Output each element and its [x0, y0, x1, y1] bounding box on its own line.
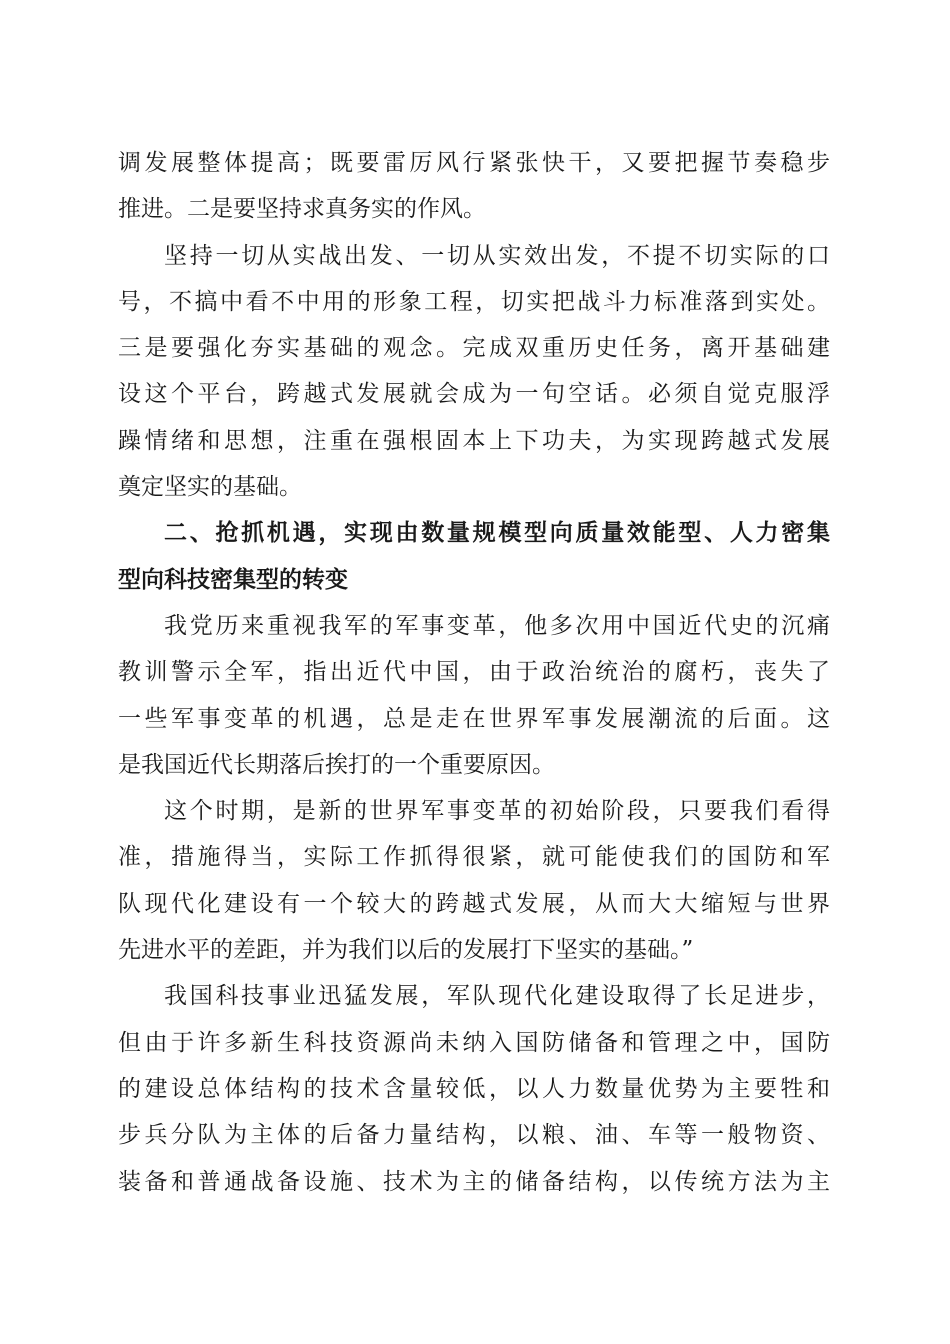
text-line: 推进。二是要坚持求真务实的作风。	[118, 196, 486, 223]
text-line: 我党历来重视我军的军事变革，他多次用中国近代史的沉痛	[164, 612, 830, 639]
text-line: 这个时期，是新的世界军事变革的初始阶段，只要我们看得	[164, 798, 830, 825]
text-line: 一些军事变革的机遇，总是走在世界军事发展潮流的后面。这	[118, 705, 830, 732]
text-line: 躁情绪和思想，注重在强根固本上下功夫，为实现跨越式发展	[118, 427, 830, 454]
section-heading: 二、抢抓机遇，实现由数量规模型向质量效能型、人力密集	[164, 520, 830, 547]
text-line: 队现代化建设有一个较大的跨越式发展，从而大大缩短与世界	[118, 890, 830, 917]
text-line: 准，措施得当，实际工作抓得很紧，就可能使我们的国防和军	[118, 844, 830, 871]
section-heading: 型向科技密集型的转变	[118, 566, 348, 593]
text-line: 坚持一切从实战出发、一切从实效出发，不提不切实际的口	[164, 242, 830, 269]
text-line: 教训警示全军，指出近代中国，由于政治统治的腐朽，丧失了	[118, 659, 830, 686]
text-line: 但由于许多新生科技资源尚未纳入国防储备和管理之中，国防	[118, 1029, 830, 1056]
text-line: 奠定坚实的基础。	[118, 474, 302, 501]
text-line: 三是要强化夯实基础的观念。完成双重历史任务，离开基础建	[118, 335, 830, 362]
text-line: 调发展整体提高；既要雷厉风行紧张快干，又要把握节奏稳步	[118, 150, 830, 176]
text-line: 装备和普通战备设施、技术为主的储备结构，以传统方法为主	[118, 1168, 830, 1195]
text-line: 我国科技事业迅猛发展，军队现代化建设取得了长足进步，	[164, 983, 830, 1010]
text-line: 先进水平的差距，并为我们以后的发展打下坚实的基础。”	[118, 937, 694, 964]
text-line: 是我国近代长期落后挨打的一个重要原因。	[118, 751, 555, 778]
text-line: 号，不搞中看不中用的形象工程，切实把战斗力标准落到实处。	[118, 288, 830, 315]
text-line: 的建设总体结构的技术含量较低，以人力数量优势为主要牲和	[118, 1075, 830, 1102]
text-line: 步兵分队为主体的后备力量结构，以粮、油、车等一般物资、	[118, 1122, 830, 1149]
text-line: 设这个平台，跨越式发展就会成为一句空话。必须自觉克服浮	[118, 381, 830, 408]
body-text	[118, 140, 830, 1205]
